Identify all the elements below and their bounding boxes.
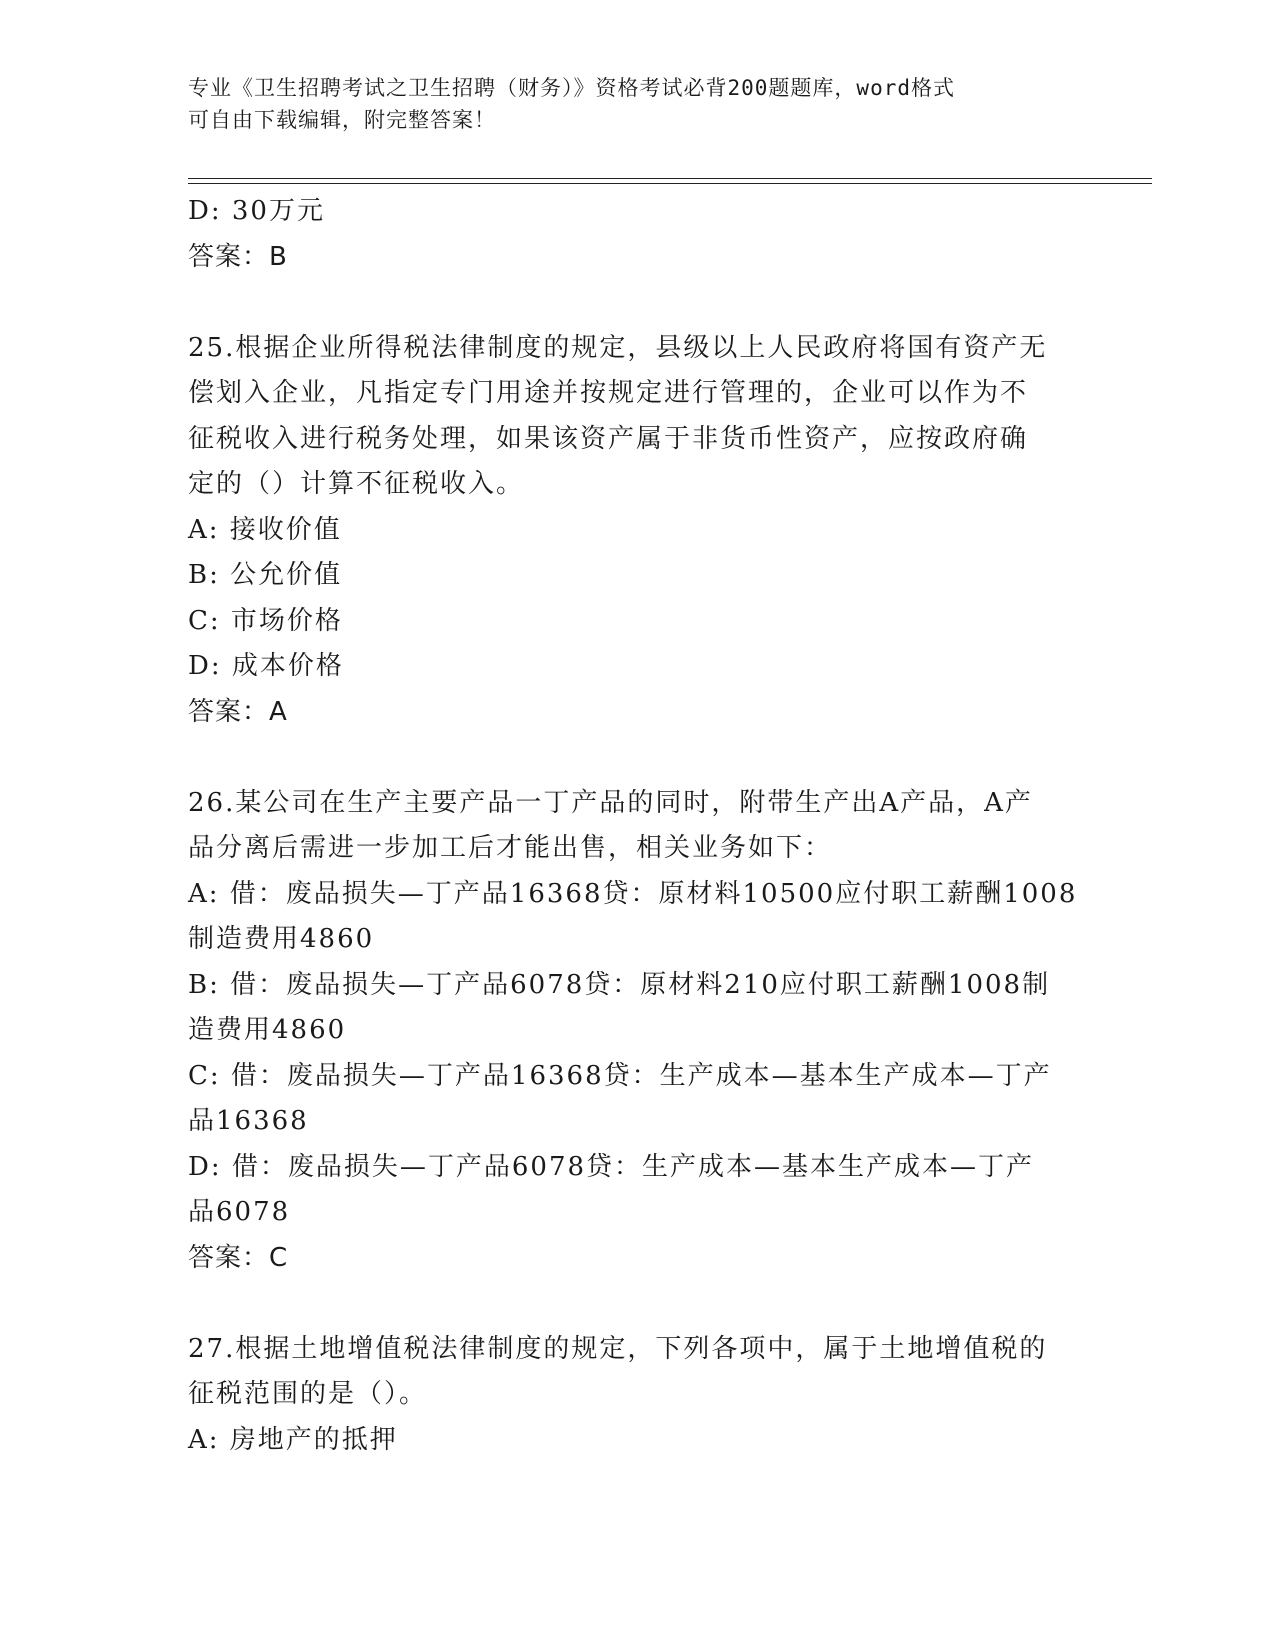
answer-line: 答案：C: [188, 1242, 289, 1273]
document-header: [188, 72, 1068, 136]
question-25: [188, 326, 1088, 736]
option-c: C: 市场价格: [188, 605, 343, 636]
header-divider-bottom: [188, 183, 1152, 184]
question-stem-line: 品分离后需进一步加工后才能出售，相关业务如下：: [188, 833, 833, 863]
option-a: A: 房地产的抵押: [188, 1424, 398, 1455]
option-c: C: 借：废品损失—丁产品16368贷：生产成本—基本生产成本—丁产: [188, 1060, 1052, 1091]
answer-line: 答案：B: [188, 241, 288, 272]
question-stem-line: 27.根据土地增值税法律制度的规定，下列各项中，属于土地增值税的: [188, 1333, 1048, 1364]
answer-line: 答案：A: [188, 696, 288, 727]
header-title-line-1: 专业《卫生招聘考试之卫生招聘（财务）》资格考试必背200题题库，word格式: [188, 76, 955, 100]
question-stem-line: 26.某公司在生产主要产品一丁产品的同时，附带生产出A产品，A产: [188, 787, 1033, 818]
header-title-line-2: 可自由下载编辑，附完整答案！: [188, 108, 496, 132]
option-b: B: 借：废品损失—丁产品6078贷：原材料210应付职工薪酬1008制: [188, 969, 1051, 1000]
option-d-continued: 品6078: [188, 1197, 291, 1227]
question-stem-line: 征税范围的是（）。: [188, 1379, 428, 1409]
option-c-continued: 品16368: [188, 1106, 309, 1136]
option-d: D: 借：废品损失—丁产品6078贷：生产成本—基本生产成本—丁产: [188, 1151, 1035, 1182]
question-stem-line: 征税收入进行税务处理，如果该资产属于非货币性资产，应按政府确: [188, 423, 1029, 454]
spacer: [188, 1281, 1088, 1327]
option-b-continued: 造费用4860: [188, 1015, 347, 1045]
option-d: D: 成本价格: [188, 651, 344, 681]
spacer: [188, 735, 1088, 781]
option-d: D: 30万元: [188, 196, 325, 226]
option-a-continued: 制造费用4860: [188, 924, 375, 954]
spacer: [188, 280, 1088, 326]
question-content: [188, 189, 1088, 1463]
option-a: A: 接收价值: [188, 514, 342, 545]
previous-question-tail: [188, 189, 1088, 280]
question-stem-line: 偿划入企业，凡指定专门用途并按规定进行管理的，企业可以作为不: [188, 378, 1029, 408]
question-stem-line: 定的（）计算不征税收入。: [188, 469, 525, 499]
option-a: A: 借：废品损失—丁产品16368贷：原材料10500应付职工薪酬1008: [188, 878, 1078, 909]
question-26: [188, 781, 1088, 1282]
question-stem-line: 25.根据企业所得税法律制度的规定，县级以上人民政府将国有资产无: [188, 332, 1048, 363]
option-b: B: 公允价值: [188, 560, 343, 590]
question-27: [188, 1327, 1088, 1464]
header-divider-top: [188, 178, 1152, 179]
